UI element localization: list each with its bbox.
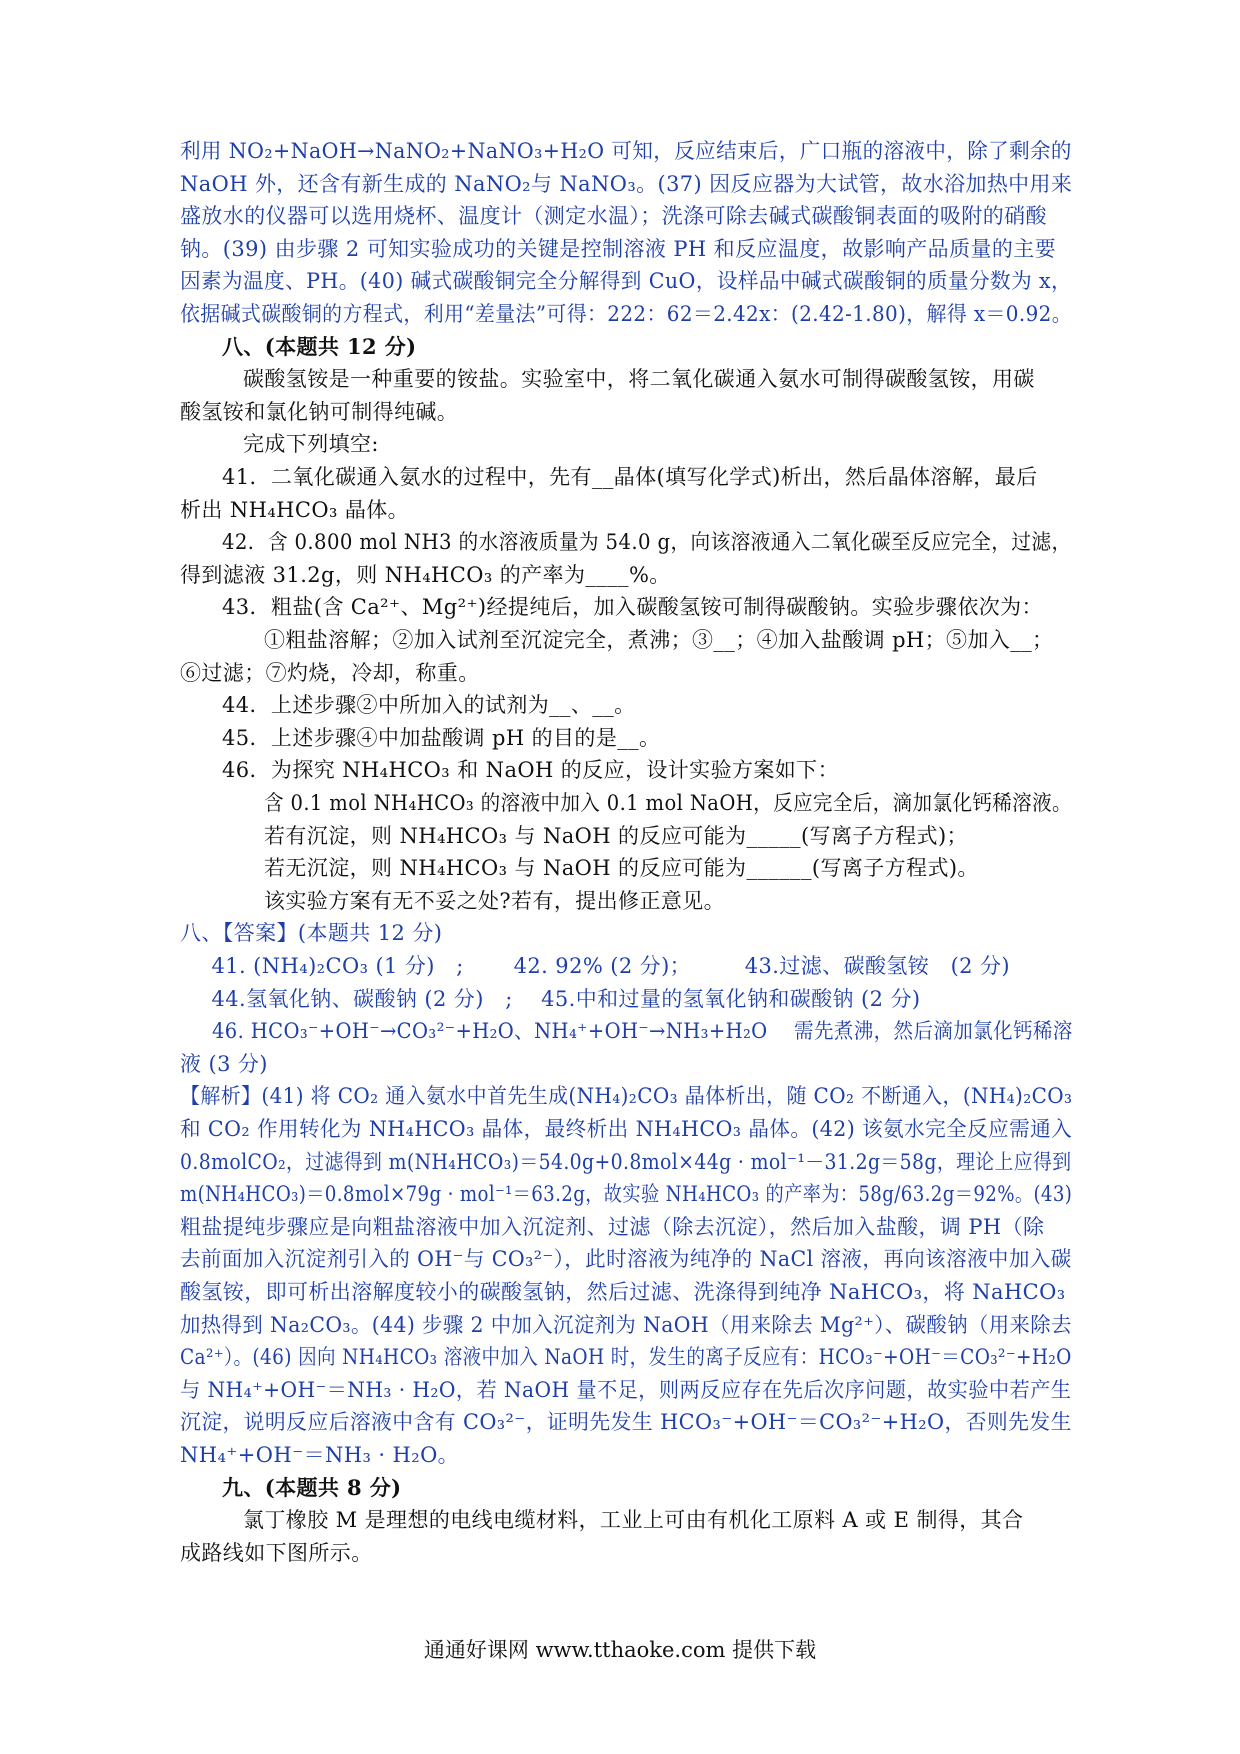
section-heading: 八、(本题共 12 分)	[222, 333, 417, 359]
text-line: 若有沉淀，则 NH₄HCO₃ 与 NaOH 的反应可能为_____(写离子方程式)；	[264, 823, 968, 848]
text-line: 依据碱式碳酸铜的方程式，利用“差量法”可得：222：62＝2.42x：(2.42-1.80)，解得 x＝0.92。	[180, 302, 1073, 326]
text-line: 46．为探究 NH₄HCO₃ 和 NaOH 的反应，设计实验方案如下：	[222, 758, 839, 783]
text-line: NH₄⁺+OH⁻＝NH₃ · H₂O。	[180, 1443, 460, 1467]
text-line: 和 CO₂ 作用转化为 NH₄HCO₃ 晶体，最终析出 NH₄HCO₃ 晶体。(42) 该氨水完全反应需通入	[180, 1117, 1073, 1141]
text-line: 41．二氧化碳通入氨水的过程中，先有__晶体(填写化学式)析出，然后晶体溶解，最后	[222, 465, 1038, 489]
text-line: 加热得到 Na₂CO₃。(44) 步骤 2 中加入沉淀剂为 NaOH（用来除去 Mg²⁺）、碳酸钠（用来除去	[180, 1312, 1072, 1337]
text-line: 若无沉淀，则 NH₄HCO₃ 与 NaOH 的反应可能为______(写离子方程式)。	[264, 856, 979, 881]
text-line: 0.8molCO₂，过滤得到 m(NH₄HCO₃)＝54.0g+0.8mol×44g · mol⁻¹－31.2g＝58g，理论上应得到	[180, 1149, 1072, 1174]
text-line: 酸氢铵和氯化钠可制得纯碱。	[180, 399, 459, 424]
text-line: 液 (3 分)	[180, 1051, 268, 1076]
text-line: 42．含 0.800 mol NH3 的水溶液质量为 54.0 g，向该溶液通入二氧化碳至反应完全，过滤，	[222, 530, 1072, 555]
text-line: 与 NH₄⁺+OH⁻＝NH₃ · H₂O，若 NaOH 量不足，则两反应存在先后次序问题，故实验中若产生	[180, 1377, 1072, 1402]
text-line: 完成下列填空:	[243, 432, 379, 457]
text-line: ⑥过滤；⑦灼烧，冷却，称重。	[180, 660, 480, 685]
text-line: 该实验方案有无不妥之处?若有，提出修正意见。	[264, 888, 726, 913]
text-line: 43．粗盐(含 Ca²⁺、Mg²⁺)经提纯后，加入碳酸氢铵可制得碳酸钠。实验步骤依次为：	[222, 595, 1043, 620]
text-line: 得到滤液 31.2g，则 NH₄HCO₃ 的产率为____%。	[180, 562, 671, 587]
text-line: 八、【答案】(本题共 12 分)	[180, 921, 443, 946]
text-line: 氯丁橡胶 M 是理想的电线电缆材料，工业上可由有机化工原料 A 或 E 制得，其合	[243, 1508, 1024, 1533]
text-line: 酸氢铵，即可析出溶解度较小的碳酸氢钠，然后过滤、洗涤得到纯净 NaHCO₃，将 NaHCO₃	[180, 1280, 1066, 1304]
text-line: 沉淀，说明反应后溶液中含有 CO₃²⁻，证明先发生 HCO₃⁻+OH⁻＝CO₃²⁻+H₂O，否则先发生	[180, 1410, 1072, 1435]
text-line: ①粗盐溶解；②加入试剂至沉淀完全，煮沸；③__；④加入盐酸调 pH；⑤加入__；	[264, 628, 1054, 652]
text-line: m(NH₄HCO₃)＝0.8mol×79g · mol⁻¹＝63.2g，故实验 NH₄HCO₃ 的产率为：58g/63.2g＝92%。(43)	[180, 1182, 1073, 1207]
text-line: 利用 NO₂+NaOH→NaNO₂+NaNO₃+H₂O 可知，反应结束后，广口瓶的溶液中，除了剩余的	[180, 139, 1072, 163]
text-line: 析出 NH₄HCO₃ 晶体。	[180, 497, 410, 522]
text-line: 碳酸氢铵是一种重要的铵盐。实验室中，将二氧化碳通入氨水可制得碳酸氢铵，用碳	[243, 367, 1035, 392]
page-footer: 通通好课网 www.tthaoke.com 提供下载	[423, 1638, 817, 1662]
text-line: 盛放水的仪器可以选用烧杯、温度计（测定水温）；洗涤可除去碱式碳酸铜表面的吸附的硝酸	[180, 204, 1047, 229]
text-line: Ca²⁺）。(46) 因向 NH₄HCO₃ 溶液中加入 NaOH 时，发生的离子反应有：HCO₃⁻+OH⁻＝CO₃²⁻+H₂O	[180, 1345, 1072, 1370]
text-line: 44.氢氧化钠、碳酸钠 (2 分) ; 45.中和过量的氢氧化钠和碳酸钠 (2 分)	[211, 986, 921, 1011]
text-line: 含 0.1 mol NH₄HCO₃ 的溶液中加入 0.1 mol NaOH，反应完全后，滴加氯化钙稀溶液。	[264, 791, 1072, 815]
text-line: 粗盐提纯步骤应是向粗盐溶液中加入沉淀剂、过滤（除去沉淀），然后加入盐酸，调 PH（除	[180, 1214, 1045, 1239]
text-line: 钠。(39) 由步骤 2 可知实验成功的关键是控制溶液 PH 和反应温度，故影响产品质量的主要	[180, 236, 1057, 261]
text-line: 【解析】(41) 将 CO₂ 通入氨水中首先生成(NH₄)₂CO₃ 晶体析出，随 CO₂ 不断通入，(NH₄)₂CO₃	[180, 1084, 1073, 1109]
text-line: 41. (NH₄)₂CO₃ (1 分) ; 42. 92% (2 分)； 43.过滤、碳酸氢铵 (2 分)	[211, 954, 1010, 978]
text-line: NaOH 外，还含有新生成的 NaNO₂与 NaNO₃。(37) 因反应器为大试管，故水浴加热中用来	[180, 171, 1073, 196]
text-line: 45．上述步骤④中加盐酸调 pH 的目的是__。	[222, 725, 661, 750]
text-line: 去前面加入沉淀剂引入的 OH⁻与 CO₃²⁻），此时溶液为纯净的 NaCl 溶液，再向该溶液中加入碳	[180, 1247, 1072, 1272]
section-heading: 九、(本题共 8 分)	[222, 1474, 402, 1500]
text-line: 44．上述步骤②中所加入的试剂为__、__。	[222, 693, 636, 718]
text-line: 因素为温度、PH。(40) 碱式碳酸铜完全分解得到 CuO，设样品中碱式碳酸铜的质量分数为 x，	[180, 269, 1073, 294]
text-line: 46. HCO₃⁻+OH⁻→CO₃²⁻+H₂O、NH₄⁺+OH⁻→NH₃+H₂O 需先煮沸，然后滴加氯化钙稀溶	[211, 1019, 1073, 1044]
text-line: 成路线如下图所示。	[180, 1540, 373, 1565]
